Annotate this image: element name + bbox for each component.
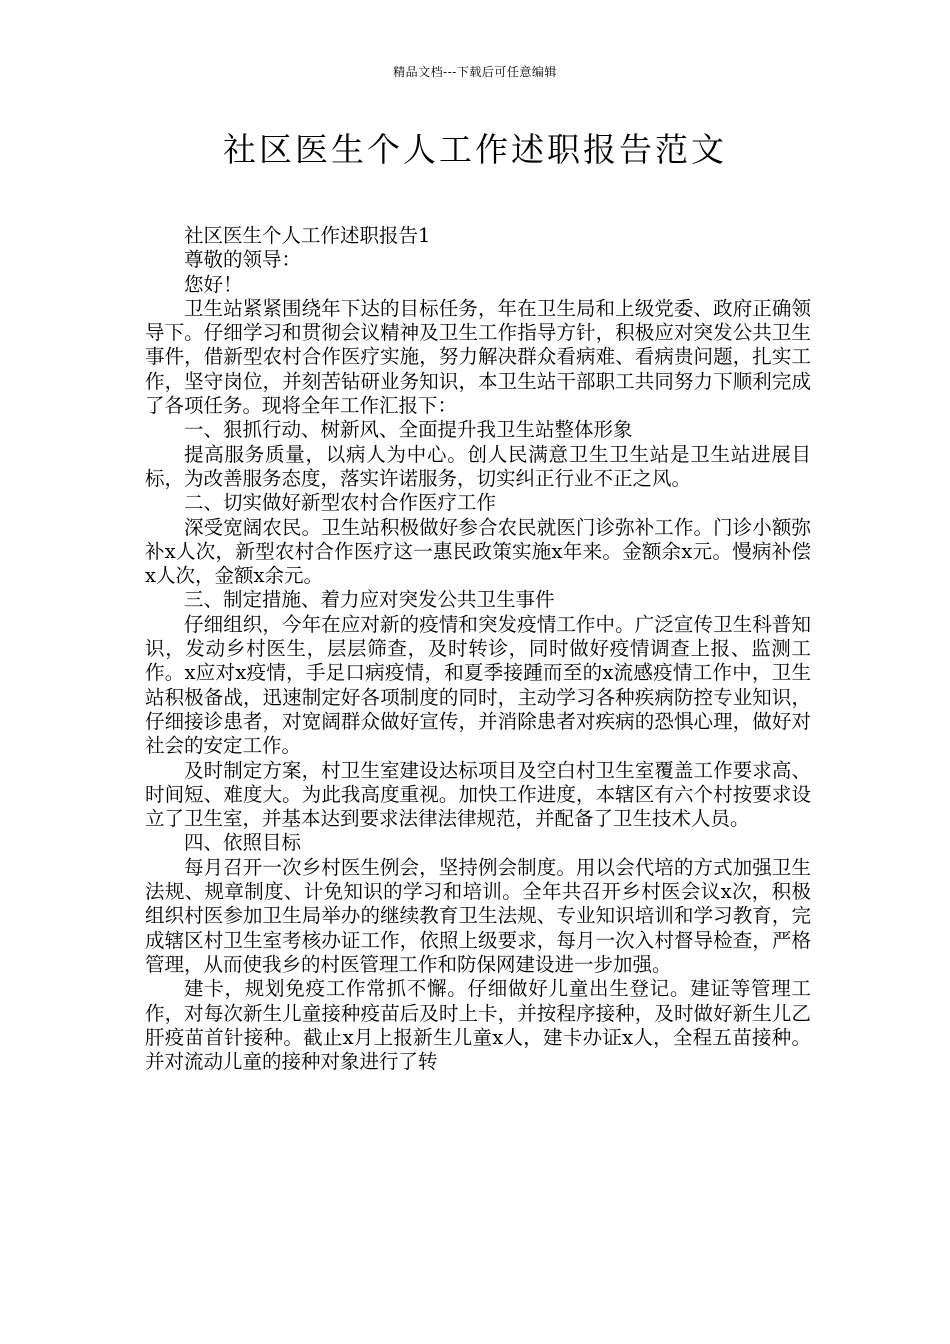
section-heading: 四、依照目标 [184, 831, 302, 855]
body-paragraph: 每月召开一次乡村医生例会，坚持例会制度。用以会代培的方式加强卫生法规、规章制度、计免知识的学习和培训。全年共召开乡村医会议x次，积极组织村医参加卫生局举办的继续教育卫生法规、专业知识培训和学习教育，完成辖区村卫生室考核办证工作，依照上级要求，每月一次入村督导检查，严格管理，从而使我乡的村医管理工作和防保网建设进一步加强。 [145, 855, 811, 976]
greeting: 您好！ [184, 272, 243, 296]
report-subtitle: 社区医生个人工作述职报告1 [184, 224, 431, 247]
document-body [145, 224, 811, 1074]
section-heading: 三、制定措施、着力应对突发公共卫生事件 [184, 588, 555, 612]
page-header-note: 精品文档---下载后可任意编辑 [393, 65, 557, 79]
body-paragraph: 及时制定方案，村卫生室建设达标项目及空白村卫生室覆盖工作要求高、时间短、难度大。为此我高度重视。加快工作进度，本辖区有六个村按要求设立了卫生室，并基本达到要求法律法律规范，并配备了卫生技术人员。 [145, 758, 811, 831]
section-heading: 二、切实做好新型农村合作医疗工作 [184, 491, 497, 515]
document-title: 社区医生个人工作述职报告范文 [223, 130, 727, 169]
salutation: 尊敬的领导： [184, 248, 302, 272]
section-heading: 一、狠抓行动、树新风、全面提升我卫生站整体形象 [184, 418, 633, 442]
body-paragraph: 深受宽阔农民。卫生站积极做好参合农民就医门诊弥补工作。门诊小额弥补x人次，新型农村合作医疗这一惠民政策实施x年来。金额余x元。慢病补偿x人次，金额x余元。 [145, 515, 811, 588]
body-paragraph: 建卡，规划免疫工作常抓不懈。仔细做好儿童出生登记。建证等管理工作，对每次新生儿童接种疫苗后及时上卡，并按程序接种，及时做好新生儿乙肝疫苗首针接种。截止x月上报新生儿童x人，建卡办证x人，全程五苗接种。并对流动儿童的接种对象进行了转 [145, 977, 811, 1074]
body-paragraph: 卫生站紧紧围绕年下达的目标任务，年在卫生局和上级党委、政府正确领导下。仔细学习和贯彻会议精神及卫生工作指导方针，积极应对突发公共卫生事件，借新型农村合作医疗实施，努力解决群众看病难、看病贵问题，扎实工作，坚守岗位，并刻苦钻研业务知识，本卫生站干部职工共同努力下顺利完成了各项任务。现将全年工作汇报下： [145, 296, 811, 418]
body-paragraph: 提高服务质量，以病人为中心。创人民满意卫生卫生站是卫生站进展目标，为改善服务态度，落实许诺服务，切实纠正行业不正之风。 [145, 442, 811, 490]
body-paragraph: 仔细组织，今年在应对新的疫情和突发疫情工作中。广泛宣传卫生科普知识，发动乡村医生，层层筛查，及时转诊，同时做好疫情调查上报、监测工作。x应对x疫情，手足口病疫情，和夏季接踵而至的x流感疫情工作中，卫生站积极备战，迅速制定好各项制度的同时，主动学习各种疾病防控专业知识，仔细接诊患者，对宽阔群众做好宣传，并消除患者对疾病的恐惧心理，做好对社会的安定工作。 [145, 612, 811, 758]
